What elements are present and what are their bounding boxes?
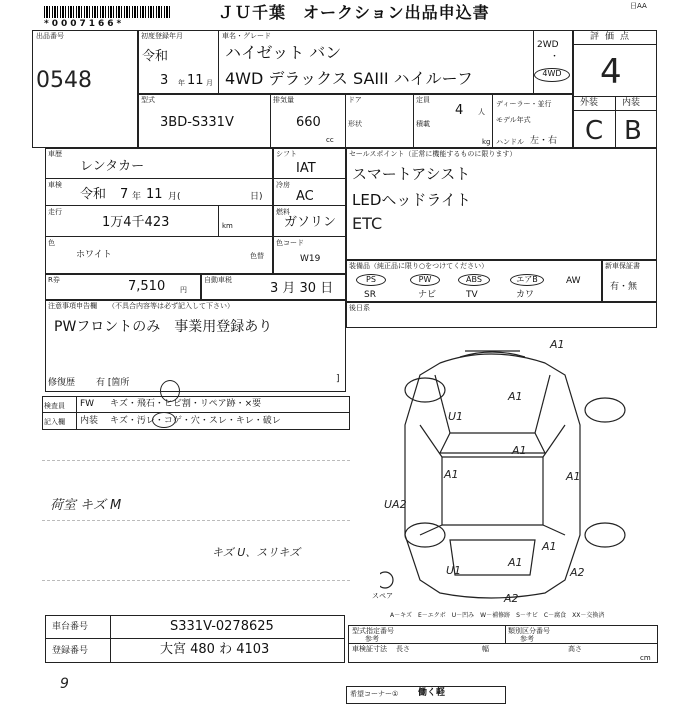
interior-grade: B <box>624 116 642 146</box>
circle-mark-1 <box>160 380 180 402</box>
drive-2wd: 2WD <box>537 40 559 50</box>
shift-label: シフト <box>276 150 297 158</box>
color-code: W19 <box>300 254 321 264</box>
drive-4wd-circle <box>534 68 570 82</box>
shaken-unit-month: 月( <box>168 192 181 202</box>
unit-year: 年 <box>178 79 185 87</box>
shaken-day: 日) <box>250 192 263 202</box>
mark-rear-bumper: A2 <box>504 592 519 605</box>
repair-label: 修復歴 <box>48 378 76 388</box>
date-suffix: 日AA <box>630 2 647 10</box>
ac-value: AC <box>296 189 314 204</box>
notes-box <box>45 300 346 392</box>
r-ticket-label: R券 <box>48 276 60 284</box>
mark-right-side: A1 <box>566 470 581 483</box>
grade-score: 4 <box>600 52 622 92</box>
width-label: 幅 <box>482 645 489 653</box>
displacement: 660 <box>296 115 321 130</box>
reference-2: 参考 <box>520 635 534 643</box>
circle-mark-2 <box>152 412 176 428</box>
entry-label: 出品番号 <box>36 32 64 40</box>
registration-year: 3 <box>160 73 169 88</box>
equip-ps-label: PS <box>366 275 376 284</box>
remark-1: 荷室 キズ M <box>50 498 122 513</box>
inspection-row2-prefix: 内装 <box>80 416 99 426</box>
equip-ps <box>356 274 386 286</box>
equip-pw-label: PW <box>418 275 432 284</box>
notes-text: PWフロントのみ 事業用登録あり <box>54 319 273 335</box>
model-code: 3BD-S331V <box>160 115 234 130</box>
mark-rear-right: A1 <box>542 540 557 553</box>
grade-label: 評価点 <box>590 32 636 42</box>
handle-value: 左・右 <box>530 136 558 146</box>
reference-box <box>348 625 658 663</box>
category-label: 類別区分番号 <box>508 627 550 635</box>
dealer-label: ディーラー・並行 <box>496 100 552 108</box>
ac-label: 冷房 <box>276 181 290 189</box>
repair-value: 有 [箇所 <box>96 378 130 388</box>
corner-label: 希望コーナー① <box>350 690 399 698</box>
equipment-label: 装備品（純正品に限り○をつけてください） <box>349 262 489 270</box>
mark-left-side: A1 <box>444 468 459 481</box>
model-label: 型式 <box>141 96 155 104</box>
cc-unit: cc <box>326 136 334 144</box>
mileage: 1万4千423 <box>102 215 170 230</box>
drive-dot: ・ <box>550 52 560 62</box>
exterior-grade: C <box>585 116 604 146</box>
color-change-label: 色替 <box>250 252 264 260</box>
capacity: 4 <box>455 103 464 118</box>
inspection-row1: キズ・飛石・ヒビ割・リペア跡・×要 <box>110 399 262 409</box>
rear-seat-label: 後日系 <box>349 304 370 312</box>
fuel-value: ガソリン <box>284 215 337 230</box>
equip-abs-label: ABS <box>466 275 482 284</box>
sales-point-3: ETC <box>352 214 383 233</box>
manual-value: 有・無 <box>610 282 638 292</box>
equip-tv: TV <box>466 290 478 300</box>
vehicle-name: ハイゼット バン <box>225 43 342 62</box>
notes-sublabel: （不具合内容等は必ず記入して下さい） <box>108 302 234 310</box>
shaken-unit-year: 年 <box>132 192 142 202</box>
mark-roof: A1 <box>512 444 527 457</box>
handle-label: ハンドル <box>496 138 524 146</box>
equip-aw: AW <box>566 276 581 286</box>
vehicle-grade: 4WD デラックス SAIII ハイルーフ <box>225 69 473 88</box>
rear-seat-box <box>346 302 657 328</box>
color-value: ホワイト <box>76 250 112 260</box>
equip-sr: SR <box>364 290 376 300</box>
shape-label: 形状 <box>348 120 362 128</box>
yen-unit: 円 <box>180 286 187 294</box>
vehicle-size-label: 車検証寸法 <box>352 645 387 653</box>
capacity-label: 定員 <box>416 96 430 104</box>
tax-label: 自動車税 <box>204 276 232 284</box>
shaken-year: 7 <box>120 187 129 202</box>
remark-2: キズ U、スリキズ <box>212 546 301 559</box>
plate-number: 大宮 480 わ 4103 <box>160 642 270 657</box>
history-label: 車歴 <box>48 150 62 158</box>
equip-abs <box>458 274 490 286</box>
notes-label: 注意事項申告欄 <box>48 302 97 310</box>
inspector-label: 検査員 <box>44 402 65 410</box>
barcode <box>44 6 172 18</box>
load-label: 積載 <box>416 120 430 128</box>
corner-value: 働く軽 <box>418 688 446 698</box>
mark-rear-left: U1 <box>446 564 462 577</box>
shift-value: IAT <box>296 161 316 176</box>
recorder-label: 記入欄 <box>44 418 65 426</box>
capacity-unit: 人 <box>478 108 485 116</box>
cm-unit: cm <box>640 654 651 662</box>
shaken-label: 車検 <box>48 181 62 189</box>
entry-number: 0548 <box>36 68 92 93</box>
shaken-month: 11 <box>146 187 163 202</box>
damage-legend: A－キズ E－エクボ U－凹み W－補修跡 S－サビ C－腐食 XX－交換済 <box>390 612 605 619</box>
equip-navi: ナビ <box>418 290 437 300</box>
r-ticket-value: 7,510 <box>128 279 166 294</box>
shaken-era: 令和 <box>80 187 107 202</box>
chassis-number: S331V-0278625 <box>170 619 274 634</box>
sales-point-1: スマートアシスト <box>352 165 471 183</box>
registration-month: 11 <box>187 73 204 88</box>
mark-rear-right-corner: A2 <box>570 566 585 579</box>
history-value: レンタカー <box>80 159 145 174</box>
registration-era: 令和 <box>142 49 169 64</box>
sales-points-label: セールスポイント（正常に機能するものに限ります） <box>349 150 517 158</box>
model-year-label: モデル年式 <box>496 116 531 124</box>
plate-label: 登録番号 <box>52 646 89 656</box>
equip-leather: カワ <box>516 290 535 300</box>
registration-label: 初度登録年月 <box>141 32 183 40</box>
length-label: 長さ <box>396 645 410 653</box>
exterior-label: 外装 <box>580 98 599 108</box>
drive-4wd: 4WD <box>542 69 562 78</box>
form-title: ＪＵ千葉 オークション出品申込書 <box>218 3 490 22</box>
mark-front-bumper: A1 <box>550 338 565 351</box>
height-label: 高さ <box>568 645 582 653</box>
unit-month: 月 <box>206 79 213 87</box>
displacement-label: 排気量 <box>273 96 294 104</box>
spare-label: スペア <box>372 592 393 600</box>
color-label: 色 <box>48 239 55 247</box>
tax-value: 3 月 30 日 <box>270 281 334 296</box>
repair-close: ] <box>336 374 340 384</box>
equip-pw <box>410 274 440 286</box>
vehicle-name-label: 車名・グレード <box>222 32 271 40</box>
damage-diagram <box>380 335 670 605</box>
handwritten-number: 9 <box>60 676 69 692</box>
reference-1: 参考 <box>365 635 379 643</box>
sales-point-2: LEDヘッドライト <box>352 191 471 209</box>
fuel-label: 燃料 <box>276 208 290 216</box>
interior-label: 内装 <box>622 98 641 108</box>
mileage-label: 走行 <box>48 208 62 216</box>
mark-rear: A1 <box>508 556 523 569</box>
r-ticket-box <box>45 274 201 300</box>
equip-airbag <box>510 274 544 286</box>
manual-label: 新車保証書 <box>605 262 640 270</box>
inspection-row1-prefix: FW <box>80 399 95 409</box>
mark-hood: A1 <box>508 390 523 403</box>
chassis-label: 車台番号 <box>52 622 89 632</box>
equip-airbag-label: エアB <box>516 275 538 284</box>
color-code-label: 色コード <box>276 239 304 247</box>
kg-unit: kg <box>482 138 491 146</box>
km-unit: km <box>222 222 233 230</box>
doors-label: ドア <box>348 96 362 104</box>
serial-number: *0007166* <box>44 19 125 29</box>
type-designation-label: 型式指定番号 <box>352 627 394 635</box>
mark-left-door: UA2 <box>384 498 407 511</box>
inspection-row2: キズ・汚レ・コゲ・穴・スレ・キレ・破レ <box>110 416 281 426</box>
mark-front-left: U1 <box>448 410 464 423</box>
